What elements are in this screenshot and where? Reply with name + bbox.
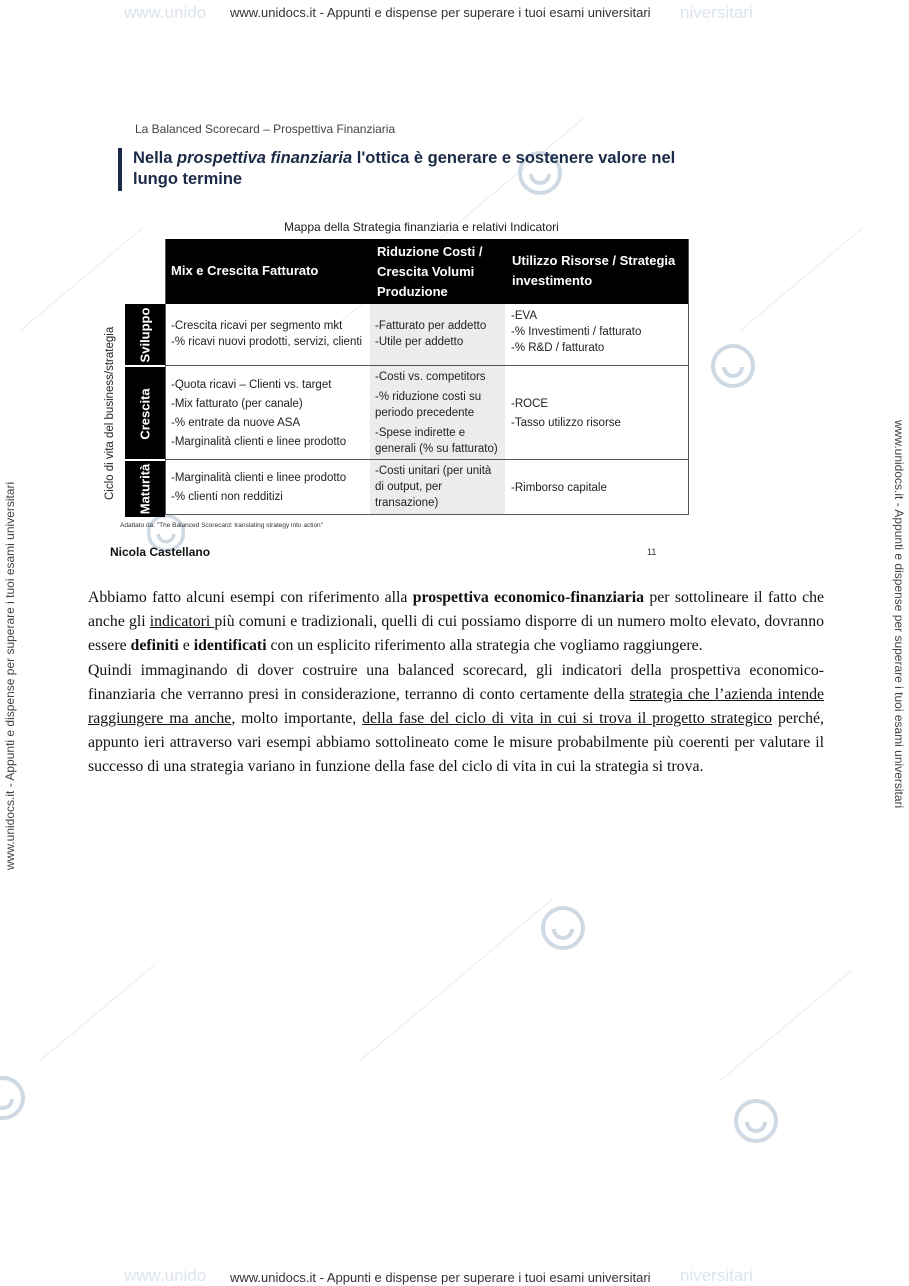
- title-emphasis: prospettiva finanziaria: [177, 149, 353, 167]
- unidocs-logo-icon: [0, 1075, 26, 1121]
- cell-sviluppo-risorse: -EVA -% Investimenti / fatturato -% R&D / fatturato: [511, 310, 642, 354]
- paragraph-1: Abbiamo fatto alcuni esempi con riferimento alla prospettiva economico-finanziaria per sottolineare il fatto che anche gli indicatori più comuni e tradizionali, quelli di cui possiamo disporre di un numero molto elevato, dovranno essere definiti e identificati con un esplicito riferimento alla strategia che vogliamo raggiungere.: [88, 589, 824, 655]
- title-part: Nella: [133, 149, 178, 167]
- ghost-watermark-left-bottom: www.unido: [124, 1266, 207, 1285]
- paragraph-2: Quindi immaginando di dover costruire una balanced scorecard, gli indicatori della prospettiva economico- finanziaria che verranno presi in considerazione, terranno di conto certamente della strategia che l’azienda intende raggiungere ma anche, molto importante, della fase del ciclo di vita in cui si trova il progetto strategico perché, appunto ieri attraverso vari esempi abbiamo sottolineato come le misure probabilmente più coerenti per valutare il successo di una strategia variano in funzione della fase del ciclo di vita in cui la strategia si trova.: [88, 661, 824, 776]
- slide-author: Nicola Castellano: [110, 545, 211, 559]
- watermark-left: www.unidocs.it - Appunti e dispense per superare i tuoi esami universitari: [3, 481, 17, 870]
- watermark-right: www.unidocs.it - Appunti e dispense per superare i tuoi esami universitari: [892, 420, 906, 809]
- cell-crescita-mix: -Quota ricavi – Clienti vs. target -Mix fatturato (per canale) -% entrate da nuove ASA -Marginalità clienti e linee prodotto: [171, 379, 347, 448]
- row-label-sviluppo: Sviluppo: [125, 304, 165, 365]
- title-part: l'ottica è generare e sostenere valore nel lungo termine: [133, 149, 676, 188]
- watermark-line: [40, 964, 156, 1061]
- slide-section-label: La Balanced Scorecard – Prospettiva Finanziaria: [135, 122, 396, 136]
- body-text: [88, 586, 824, 780]
- slide-page-number: 11: [647, 547, 657, 557]
- unidocs-logo-icon: [733, 1098, 779, 1144]
- row-divider: [165, 459, 689, 460]
- lifecycle-axis-label: Ciclo di vita del business/strategia: [104, 326, 116, 500]
- cell-crescita-risorse: -ROCE -Tasso utilizzo risorse: [511, 398, 621, 429]
- watermark-line: [740, 227, 863, 331]
- cell-maturita-risorse: -Rimborso capitale: [511, 482, 607, 494]
- row-label-maturita: Maturità: [125, 459, 165, 517]
- header-utilizzo-risorse: Utilizzo Risorse / Strategia investimento: [505, 239, 689, 304]
- unidocs-logo-icon: [710, 343, 756, 389]
- cell-crescita-costi: -Costi vs. competitors -% riduzione costi su periodo precedente -Spese indirette e generali (% su fatturato): [375, 371, 498, 455]
- watermark-top: www.unidocs.it - Appunti e dispense per superare i tuoi esami universitari: [230, 5, 651, 20]
- cell-maturita-costi: -Costi unitari (per unità di output, per transazione): [375, 465, 492, 509]
- source-note: Adattato da: "The Balanced Scorecard: translating strategy into action": [120, 522, 323, 529]
- row-label-crescita: Crescita: [125, 365, 165, 461]
- watermark-bottom: www.unidocs.it - Appunti e dispense per superare i tuoi esami universitari: [230, 1270, 651, 1285]
- strategy-table: [125, 239, 689, 515]
- ghost-watermark-left: www.unido: [124, 3, 207, 22]
- title-accent-bar: [118, 148, 122, 191]
- header-riduzione-costi: Riduzione Costi / Crescita Volumi Produzione: [370, 239, 505, 304]
- watermark-line: [360, 899, 552, 1060]
- cell-sviluppo-costi: -Fatturato per addetto -Utile per addetto: [375, 320, 487, 348]
- ghost-watermark-right: niversitari: [680, 3, 753, 22]
- ghost-watermark-right-bottom: niversitari: [680, 1266, 753, 1285]
- cell-sviluppo-mix: -Crescita ricavi per segmento mkt -% ricavi nuovi prodotti, servizi, clienti: [171, 320, 363, 348]
- cell-maturita-mix: -Marginalità clienti e linee prodotto -% clienti non redditizi: [171, 472, 347, 503]
- watermark-line: [720, 971, 851, 1081]
- slide-title: [133, 148, 693, 190]
- row-divider: [165, 365, 689, 366]
- header-mix-crescita: Mix e Crescita Fatturato: [165, 239, 370, 304]
- unidocs-logo-icon: [540, 905, 586, 951]
- strategy-map-title: Mappa della Strategia finanziaria e relativi Indicatori: [284, 220, 559, 234]
